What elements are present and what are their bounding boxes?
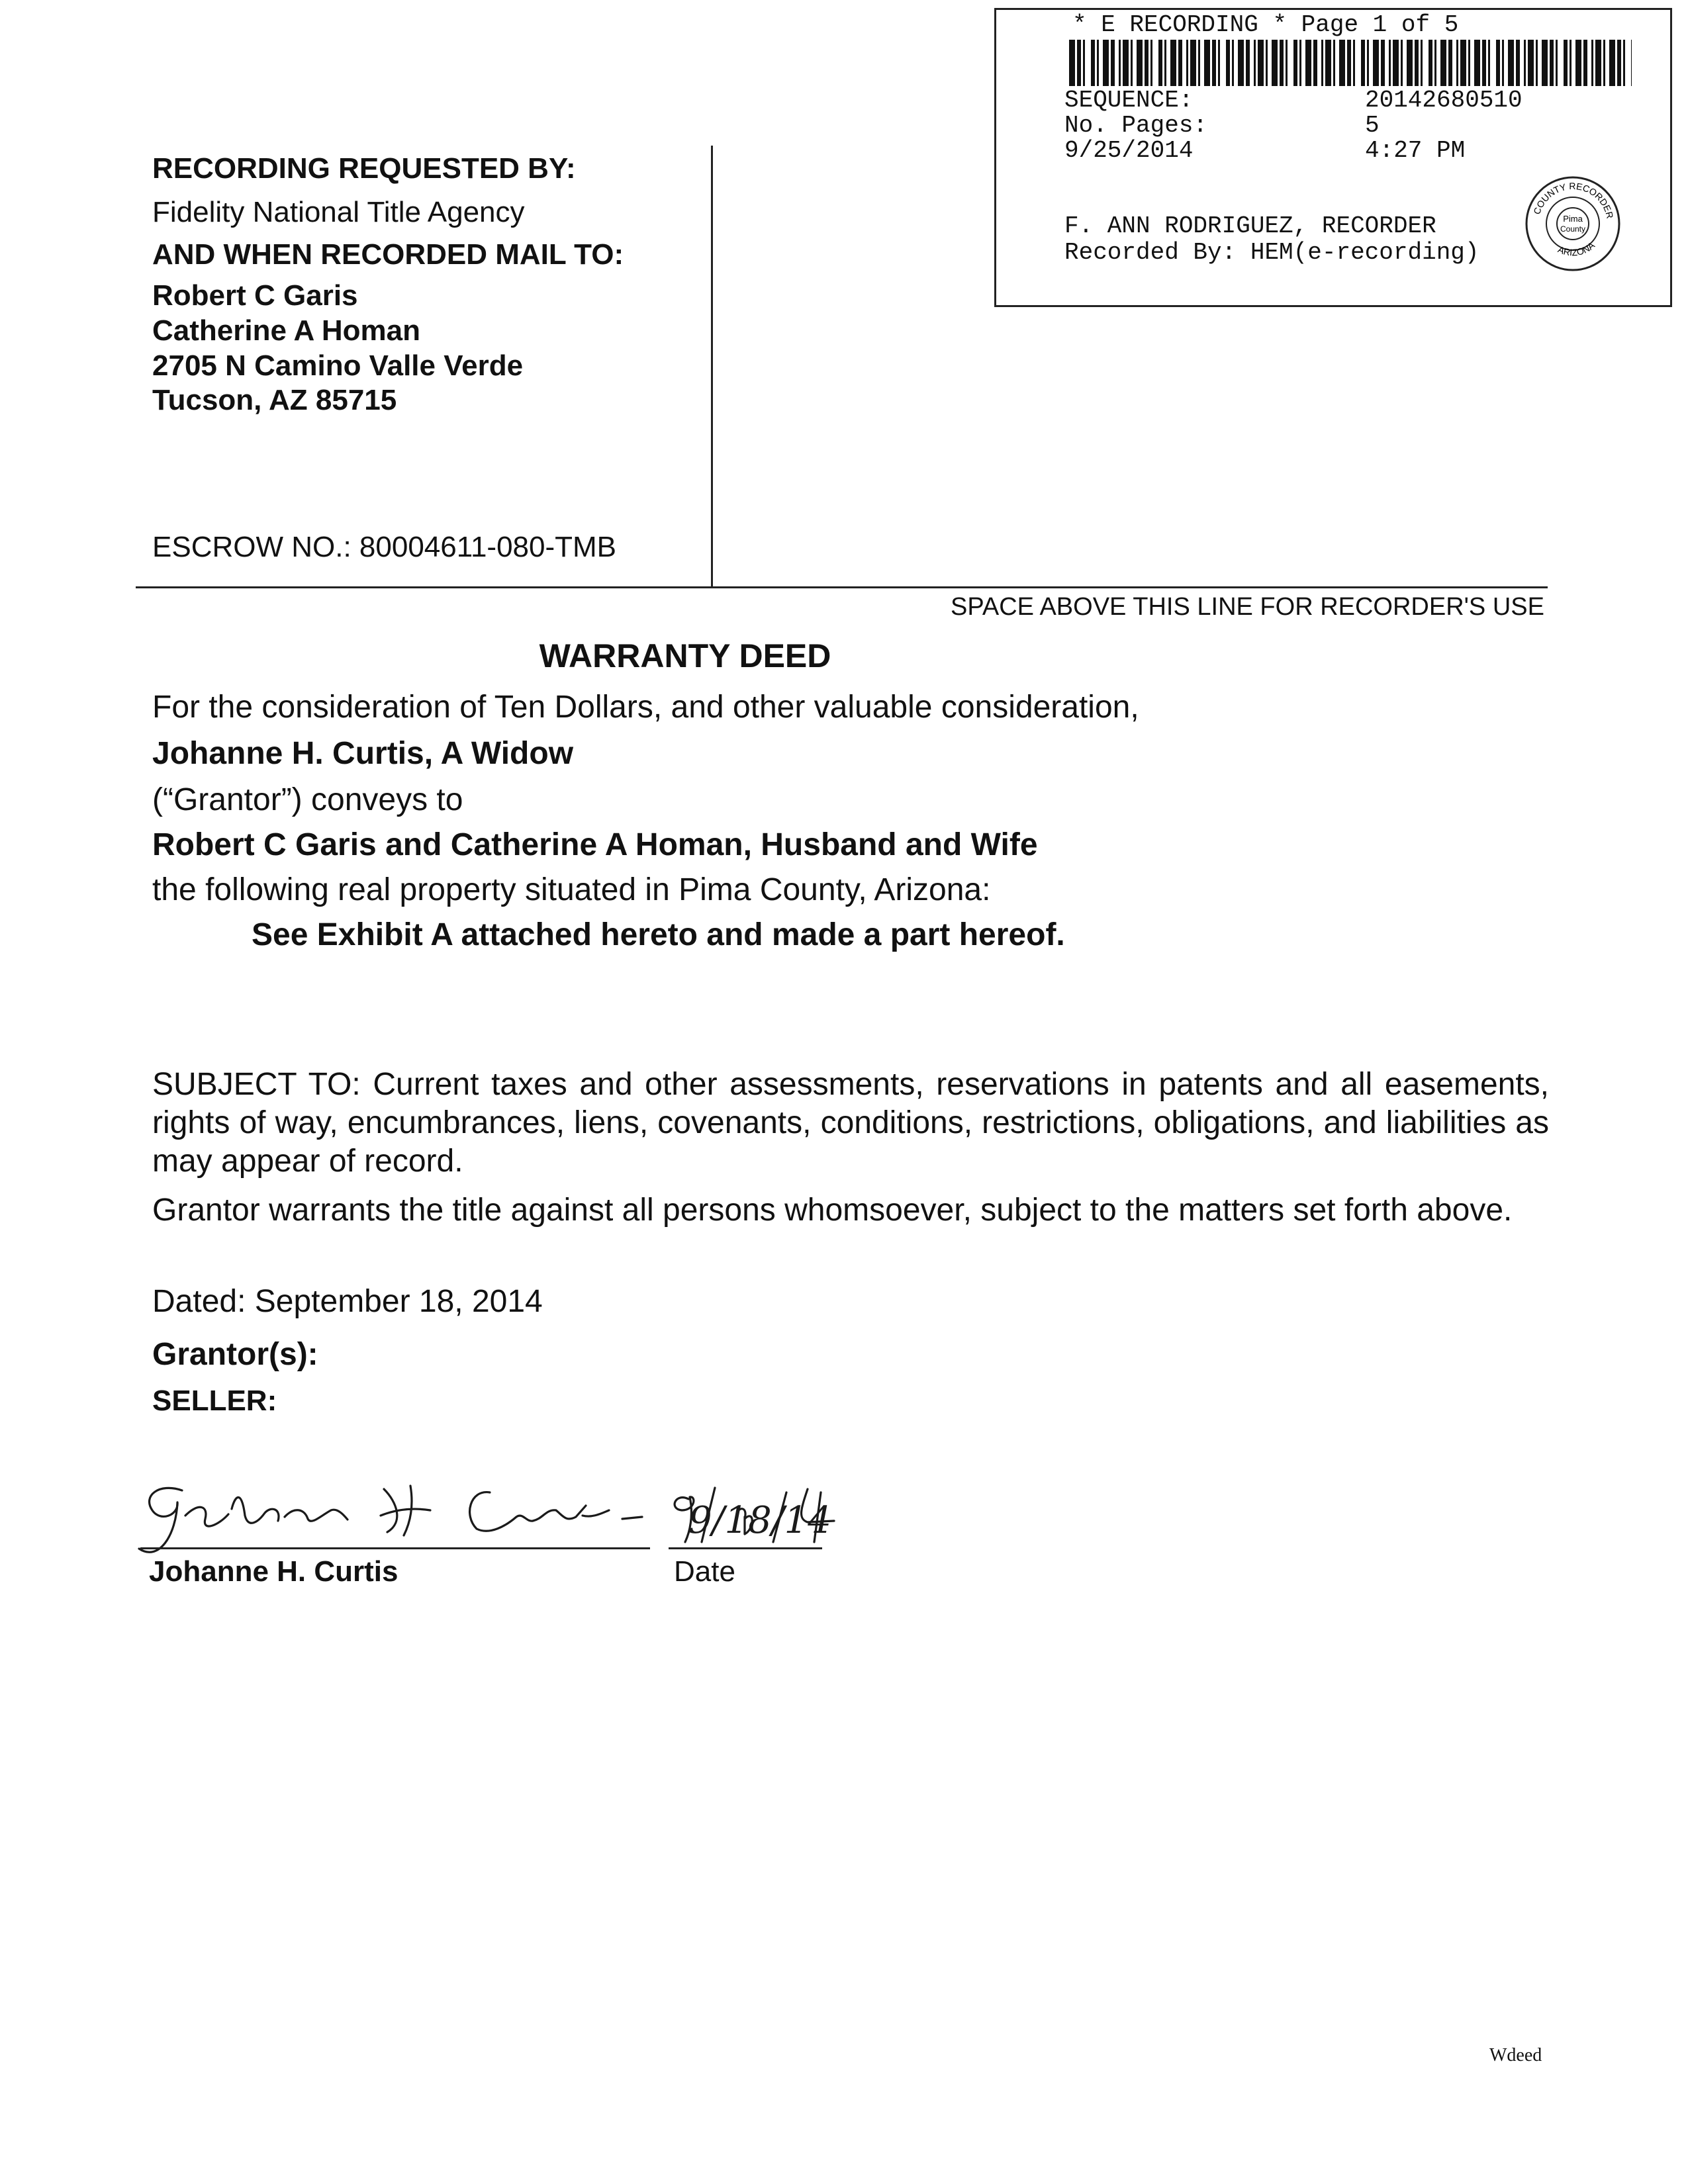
recorded-by: Recorded By: HEM(e-recording) [1064,239,1479,266]
escrow-value: 80004611-080-TMB [359,531,617,563]
barcode-bar [1609,40,1615,86]
barcode-bar [1325,40,1331,86]
grantee-name: Robert C Garis and Catherine A Homan, Husband and Wife [152,827,1038,862]
signer-name: Johanne H. Curtis [149,1555,399,1588]
barcode-bar [1212,40,1216,86]
barcode-bar [1429,40,1432,86]
recorder-name: F. ANN RODRIGUEZ, RECORDER [1064,212,1436,240]
barcode-bar [1299,40,1301,86]
subject-to-paragraph: SUBJECT TO: Current taxes and other assessments, reservations in patents and all easements, rights of way, encumbrances, liens, covenants, conditions, restrictions, obligations, and liabilities as may appear of record. [152,1067,1549,1179]
recorder-use-line [136,586,1548,588]
county-recorder-seal [1523,173,1623,274]
barcode-bar [1482,40,1486,86]
grantor-conveys: (“Grantor”) conveys to [152,782,463,817]
deed-title: WARRANTY DEED [539,637,831,674]
barcode-bar [1516,40,1520,86]
sequence-label: SEQUENCE: [1064,87,1194,114]
signature-date: 9/18/14 [688,1499,831,1542]
barcode-bar [1158,40,1162,86]
barcode-bar [1603,40,1605,86]
recording-date: 9/25/2014 [1064,137,1194,164]
barcode-bar [1145,40,1149,86]
seller-label: SELLER: [152,1385,277,1417]
barcode-bar [1623,40,1625,86]
escrow-number [152,531,616,564]
barcode [1069,40,1632,86]
barcode-bar [1333,40,1335,86]
svg-text:County: County [1560,224,1586,234]
barcode-bar [1091,40,1095,86]
date-label: Date [674,1555,735,1588]
barcode-bar [1218,40,1220,86]
grantors-label: Grantor(s): [152,1337,318,1372]
vertical-divider [711,146,713,587]
barcode-bar [1421,40,1423,86]
barcode-bar [1456,40,1458,86]
barcode-bar [1305,40,1311,86]
barcode-bar [1591,40,1593,86]
barcode-bar [1226,40,1230,86]
svg-text:ARIZONA: ARIZONA [1556,240,1597,258]
barcode-bar [1528,40,1534,86]
consideration-text: For the consideration of Ten Dollars, and other valuable consideration, [152,690,1139,725]
barcode-bar [1313,40,1317,86]
mail-to-label: AND WHEN RECORDED MAIL TO: [152,238,624,271]
barcode-bar [1266,40,1268,86]
barcode-bar [1131,40,1133,86]
grantor-name: Johanne H. Curtis, A Widow [152,736,574,771]
barcode-bar [1508,40,1514,86]
space-above-notice: SPACE ABOVE THIS LINE FOR RECORDER'S USE [951,593,1544,621]
property-intro: the following real property situated in Pima County, Arizona: [152,872,991,907]
barcode-bar [1595,40,1601,86]
signature-line [140,1547,650,1549]
barcode-bar [1361,40,1365,86]
barcode-bar [1178,40,1182,86]
barcode-bar [1293,40,1297,86]
barcode-bar [1474,40,1480,86]
barcode-bar [1488,40,1490,86]
barcode-bar [1389,40,1391,86]
barcode-bar [1367,40,1369,86]
sequence-value: 20142680510 [1365,87,1523,114]
mail-to-line: Tucson, AZ 85715 [152,384,397,416]
barcode-bar [1434,40,1436,86]
recording-header: * E RECORDING * Page 1 of 5 [1072,11,1459,38]
barcode-bar [1524,40,1526,86]
barcode-bar [1468,40,1470,86]
barcode-bar [1564,40,1568,86]
barcode-bar [1556,40,1558,86]
barcode-bar [1123,40,1129,86]
form-footer: Wdeed [1489,2045,1542,2066]
mail-to-line: 2705 N Camino Valle Verde [152,349,524,382]
warranty-paragraph: Grantor warrants the title against all persons whomsoever, subject to the matters set forth above. [152,1193,1513,1228]
barcode-bar [1246,40,1250,86]
barcode-bar [1617,40,1621,86]
barcode-bar [1137,40,1143,86]
barcode-bar [1570,40,1571,86]
barcode-bar [1170,40,1176,86]
barcode-bar [1103,40,1109,86]
barcode-bar [1077,40,1081,86]
barcode-bar [1631,40,1632,86]
barcode-bar [1550,40,1554,86]
barcode-bar [1502,40,1504,86]
barcode-bar [1097,40,1099,86]
dated-line: Dated: September 18, 2014 [152,1284,543,1319]
barcode-bar [1440,40,1446,86]
barcode-bar [1401,40,1403,86]
barcode-bar [1460,40,1466,86]
barcode-bar [1415,40,1419,86]
mail-to-line: Catherine A Homan [152,314,421,347]
barcode-bar [1119,40,1121,86]
barcode-bar [1381,40,1385,86]
recording-time: 4:27 PM [1365,137,1466,164]
barcode-bar [1393,40,1399,86]
barcode-bar [1150,40,1152,86]
barcode-bar [1353,40,1355,86]
barcode-bar [1190,40,1196,86]
barcode-bar [1321,40,1323,86]
barcode-bar [1238,40,1244,86]
escrow-label: ESCROW NO.: [152,531,352,563]
svg-text:COUNTY RECORDER: COUNTY RECORDER [1531,180,1616,220]
barcode-bar [1083,40,1085,86]
barcode-bar [1347,40,1351,86]
barcode-bar [1286,40,1288,86]
barcode-bar [1254,40,1256,86]
barcode-bar [1496,40,1500,86]
barcode-bar [1069,40,1075,86]
recording-requested-value: Fidelity National Title Agency [152,196,525,228]
barcode-bar [1339,40,1345,86]
barcode-bar [1536,40,1538,86]
barcode-bar [1258,40,1264,86]
barcode-bar [1111,40,1115,86]
barcode-bar [1407,40,1413,86]
svg-text:Pima: Pima [1563,214,1583,224]
mail-to-line: Robert C Garis [152,279,358,312]
barcode-bar [1204,40,1210,86]
barcode-bar [1198,40,1200,86]
barcode-bar [1448,40,1452,86]
date-line [669,1547,822,1549]
exhibit-reference: See Exhibit A attached hereto and made a part hereof. [252,917,1065,952]
barcode-bar [1575,40,1581,86]
barcode-bar [1373,40,1379,86]
barcode-bar [1232,40,1234,86]
barcode-bar [1186,40,1188,86]
barcode-bar [1583,40,1587,86]
barcode-bar [1280,40,1284,86]
barcode-bar [1272,40,1278,86]
barcode-bar [1164,40,1166,86]
barcode-bar [1542,40,1548,86]
pages-label: No. Pages: [1064,112,1208,139]
recording-requested-label: RECORDING REQUESTED BY: [152,152,576,185]
pages-value: 5 [1365,112,1380,139]
